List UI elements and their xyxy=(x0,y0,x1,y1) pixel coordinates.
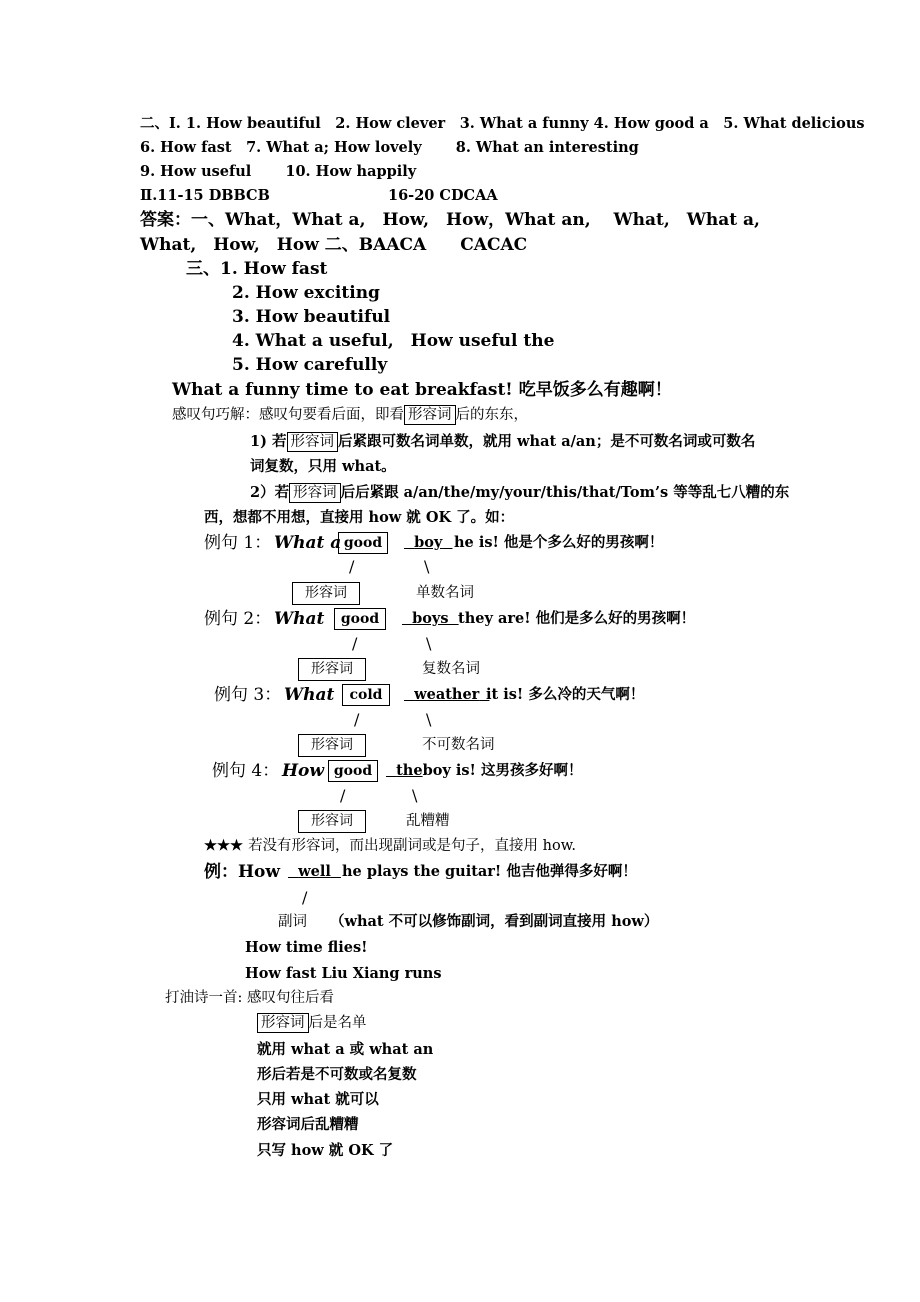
example-lead: What xyxy=(284,685,335,705)
example-word-line: theboy is! 这男孩多好啊！ xyxy=(396,762,583,779)
sec2-line4b: 16-20 CDCAA xyxy=(388,187,498,204)
noun-tag: 复数名词 xyxy=(422,661,480,677)
arrow-slash: / xyxy=(340,786,346,805)
sec3-item: 3. How beautiful xyxy=(232,307,391,327)
tips-rule2: 2）若 形容词 后后紧跟 a/an/the/my/your/this/that/Tom’s 等等乱七八糟的东 xyxy=(250,484,790,501)
adj-tag-box: 形容词 xyxy=(298,734,366,757)
tips-intro: 感叹句巧解：感叹句要看后面，即看 形容词 后的东东， xyxy=(172,407,528,423)
example-rest: it is! 多么冷的天气啊！ xyxy=(486,686,645,703)
sec3-item: 5. How carefully xyxy=(232,355,388,375)
poem-line: 形容词后乱糟糟 xyxy=(257,1116,359,1133)
adverb-tag: 副词 xyxy=(278,914,307,930)
arrow-backslash: \ xyxy=(426,710,432,729)
noun-tag: 乱糟糟 xyxy=(406,813,450,829)
adverb-example-label: 例：How xyxy=(204,862,281,882)
example-label: 例句 4： xyxy=(212,761,280,781)
poem-title: 打油诗一首: 感叹句往后看 xyxy=(165,990,334,1006)
adj-tag-box: 形容词 xyxy=(292,582,360,605)
adverb-rule: ★★★ 若没有形容词，而出现副词或是句子，直接用 how. xyxy=(204,837,577,854)
example-label: 例句 3： xyxy=(214,685,282,705)
arrow-slash: / xyxy=(349,557,355,576)
example-rest: they are! 他们是多么好的男孩啊！ xyxy=(458,610,696,627)
answers-line2: What, How, How 二、BAACA CACAC xyxy=(140,235,528,255)
tips-rule2-cont: 西，想都不用想，直接用 how 就 OK 了。如： xyxy=(204,509,515,526)
arrow-slash: / xyxy=(352,634,358,653)
example-adj-box: good xyxy=(328,760,378,782)
example-word: boys xyxy=(412,610,449,627)
sec2-line2: 6. How fast 7. What a; How lovely 8. What an interesting xyxy=(140,139,639,156)
poem-line: 只写 how 就 OK 了 xyxy=(257,1142,394,1159)
noun-tag: 不可数名词 xyxy=(422,737,495,753)
adj-box: 形容词 xyxy=(289,483,341,503)
adverb-ex1: How time flies! xyxy=(245,939,368,956)
example-rest: he is! 他是个多么好的男孩啊！ xyxy=(454,534,664,551)
sec2-line3: 9. How useful 10. How happily xyxy=(140,163,417,180)
arrow-slash: / xyxy=(354,710,360,729)
arrow-backslash: \ xyxy=(412,786,418,805)
tips-rule1-cont: 词复数，只用 what。 xyxy=(250,458,396,475)
adverb-ex2: How fast Liu Xiang runs xyxy=(245,965,442,982)
example-lead: How xyxy=(282,761,325,781)
example-word: weather xyxy=(414,686,480,703)
tips-rule1: 1) 若 形容词 后紧跟可数名词单数，就用 what a/an；是不可数名词或可数名 xyxy=(250,433,756,450)
example-word: boy xyxy=(414,534,443,551)
sec3-item: 4. What a useful, How useful the xyxy=(232,331,555,351)
sec3-label: 三、1. How fast xyxy=(186,259,328,279)
answers-line1: 答案：一、What，What a, How, How，What an, What, What a, xyxy=(140,210,760,230)
poem-line: 形容词 后是名单 xyxy=(257,1013,367,1033)
adverb-word: well xyxy=(298,863,331,880)
example-adj-box: good xyxy=(334,608,386,630)
example-label: 例句 2： xyxy=(204,609,272,629)
arrow-backslash: \ xyxy=(426,634,432,653)
adj-box: 形容词 xyxy=(257,1013,309,1033)
arrow-backslash: \ xyxy=(424,557,430,576)
noun-tag: 单数名词 xyxy=(416,585,474,601)
adj-tag-box: 形容词 xyxy=(298,810,366,833)
example-lead: What a xyxy=(274,533,342,553)
poem-line: 就用 what a 或 what an xyxy=(257,1041,434,1058)
sec3-item: 2. How exciting xyxy=(232,283,380,303)
poem-line: 形后若是不可数或名复数 xyxy=(257,1066,417,1083)
arrow-slash: / xyxy=(302,888,308,907)
adverb-rest: he plays the guitar! 他吉他弹得多好啊！ xyxy=(342,863,637,880)
example-label: 例句 1： xyxy=(204,533,272,553)
poem-line: 只用 what 就可以 xyxy=(257,1091,379,1108)
adj-box: 形容词 xyxy=(287,432,339,452)
adj-box: 形容词 xyxy=(404,405,456,425)
example-sentence: What a funny time to eat breakfast! 吃早饭多么有趣啊！ xyxy=(172,380,672,400)
adverb-note: （what 不可以修饰副词，看到副词直接用 how） xyxy=(330,913,659,930)
sec2-line1: 二、Ⅰ. 1. How beautiful 2. How clever 3. What a funny 4. How good a 5. What delicious xyxy=(140,115,865,132)
stars-icon: ★★★ xyxy=(204,837,243,854)
example-adj-box: good xyxy=(338,532,388,554)
adj-tag-box: 形容词 xyxy=(298,658,366,681)
sec2-line4a: Ⅱ.11-15 DBBCB xyxy=(140,187,270,204)
example-adj-box: cold xyxy=(342,684,390,706)
example-lead: What xyxy=(274,609,325,629)
